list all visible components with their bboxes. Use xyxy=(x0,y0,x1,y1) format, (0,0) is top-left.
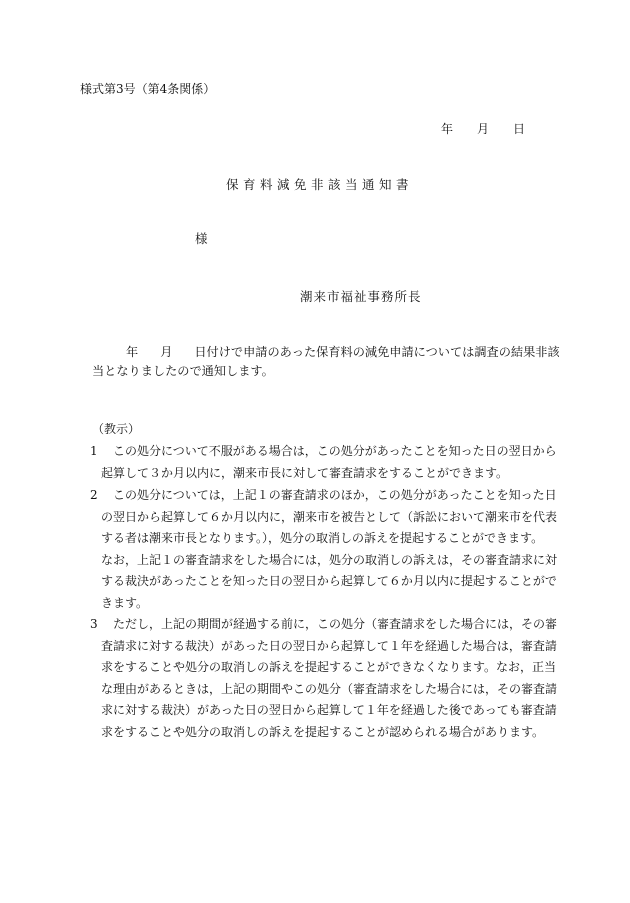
date-day-label: 日 xyxy=(513,122,526,136)
issuer-name: 潮来市福祉事務所長 xyxy=(300,289,422,304)
notice-item-line: する者は潮来市長となります。），処分の取消しの訴えを提起することができます。 xyxy=(101,531,544,545)
notice-item-line: ただし，上記の期間が経過する前に，この処分（審査請求をした場合には，その審 xyxy=(113,617,558,631)
notice-item-number: 1 xyxy=(90,444,98,458)
date-month-label: 月 xyxy=(477,122,490,136)
notice-item-line: する裁決があったことを知った日の翌日から起算して６か月以内に提起することがで xyxy=(101,574,557,588)
notice-item-2 xyxy=(90,485,560,614)
form-number-label: 様式第3号（第4条関係） xyxy=(80,82,216,96)
body-line-2: 当となりましたので通知します。 xyxy=(92,364,274,378)
notice-item-line: 起算して３か月以内に，潮来市長に対して審査請求をすることができます。 xyxy=(101,465,509,480)
document-title: 保育料減免非該当通知書 xyxy=(226,177,414,192)
date-line xyxy=(441,120,525,138)
addressee-suffix: 様 xyxy=(195,231,208,246)
body-line-1 xyxy=(92,343,562,362)
notice-item-line: 求をすることや処分の取消しの訴えを提起することができなくなります。なお，正当 xyxy=(101,660,557,674)
notice-item-line: きます。 xyxy=(101,595,149,610)
date-year-label: 年 xyxy=(441,122,454,136)
notice-item-line: 求に対する裁決）があった日の翌日から起算して１年を経過した後であっても審査請 xyxy=(101,703,557,717)
notice-item-line: 求をすることや処分の取消しの訴えを提起することが認められる場合があります。 xyxy=(101,724,545,739)
notice-item-line: の翌日から起算して６か月以内に，潮来市を被告として（訴訟において潮来市を代表 xyxy=(101,509,558,524)
notice-item-3 xyxy=(90,614,560,743)
body-year-label: 年 xyxy=(126,345,139,359)
notice-item-number: 3 xyxy=(90,617,98,631)
notification-body xyxy=(92,343,562,381)
notice-item-line: この処分について不服がある場合は，この処分があったことを知った日の翌日から xyxy=(113,444,557,458)
notice-heading: （教示） xyxy=(92,422,141,436)
body-line-1-rest: 日付けで申請のあった保育料の減免申請については調査の結果非該 xyxy=(194,345,560,359)
notice-item-number: 2 xyxy=(90,488,98,502)
notice-item-line: この処分については，上記１の審査請求のほか，この処分があったことを知った日 xyxy=(113,488,557,502)
body-month-label: 月 xyxy=(160,345,173,359)
notice-item-line: なお，上記１の審査請求をした場合には，処分の取消しの訴えは，その審査請求に対 xyxy=(101,552,558,567)
notice-item-line: な理由があるときは，上記の期間やこの処分（審査請求をした場合には，その審査請 xyxy=(101,681,558,696)
notice-item-1 xyxy=(90,441,560,484)
notice-item-line: 査請求に対する裁決）があった日の翌日から起算して１年を経過した場合は，審査請 xyxy=(101,638,557,653)
